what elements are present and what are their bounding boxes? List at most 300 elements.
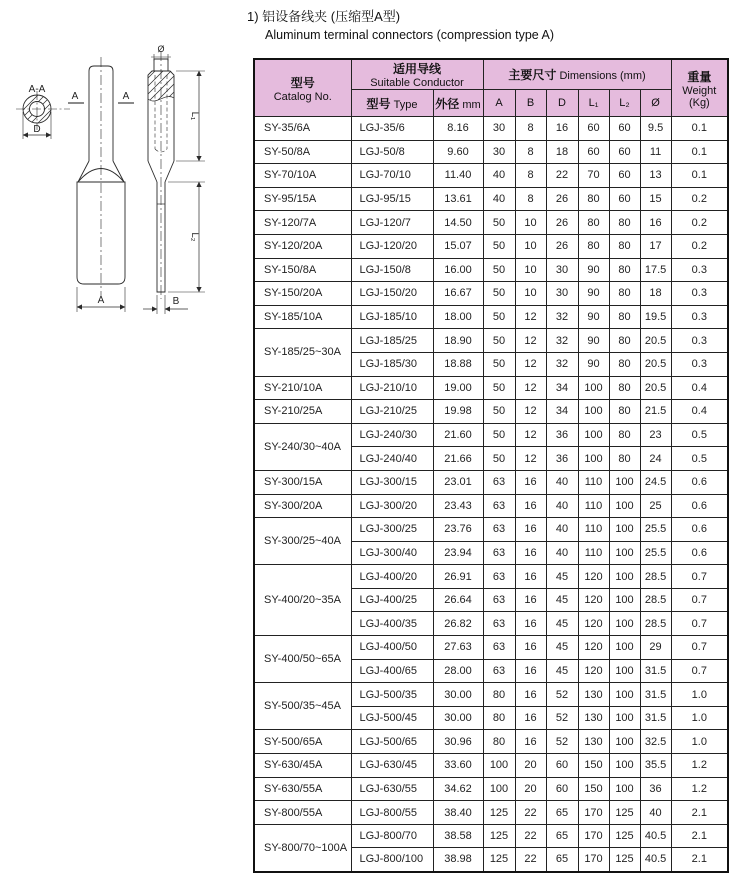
conductor-type-cell: LGJ-300/15 <box>351 470 433 494</box>
dim-d-cell: 32 <box>546 329 578 353</box>
outer-diameter-cell: 21.60 <box>433 423 483 447</box>
dim-l2-cell: 80 <box>609 352 640 376</box>
header-catalog <box>254 59 351 117</box>
table-row <box>254 258 728 282</box>
catalog-no-cell: SY-240/30~40A <box>254 423 351 470</box>
dim-b-cell: 22 <box>515 824 546 848</box>
dim-l1-cell: 150 <box>578 777 609 801</box>
outer-diameter-cell: 26.82 <box>433 612 483 636</box>
spec-table-header <box>254 59 728 117</box>
conductor-type-cell: LGJ-500/45 <box>351 706 433 730</box>
header-conductor-zh: 适用导线 <box>392 62 441 76</box>
dim-dia-cell: 40.5 <box>640 848 671 872</box>
dim-l1-cell: 120 <box>578 565 609 589</box>
dim-d-cell: 45 <box>546 588 578 612</box>
dim-b-cell: 12 <box>515 447 546 471</box>
dim-dia-cell: 20.5 <box>640 352 671 376</box>
weight-cell: 0.3 <box>671 282 728 306</box>
conductor-type-cell: LGJ-400/25 <box>351 588 433 612</box>
header-dim-l1: L₁ <box>578 90 609 117</box>
table-row <box>254 187 728 211</box>
conductor-type-cell: LGJ-630/45 <box>351 754 433 778</box>
dim-l1-cell: 90 <box>578 305 609 329</box>
outer-diameter-cell: 16.00 <box>433 258 483 282</box>
dim-d-cell: 40 <box>546 541 578 565</box>
catalog-no-cell: SY-35/6A <box>254 117 351 141</box>
dim-dia-cell: 40.5 <box>640 824 671 848</box>
dim-l1-cell: 170 <box>578 848 609 872</box>
dim-l2-cell: 100 <box>609 565 640 589</box>
conductor-type-cell: LGJ-800/100 <box>351 848 433 872</box>
header-od <box>433 90 483 117</box>
dim-l1-cell: 150 <box>578 754 609 778</box>
weight-cell: 0.7 <box>671 588 728 612</box>
dim-l1-cell: 80 <box>578 187 609 211</box>
dim-dia-cell: 16 <box>640 211 671 235</box>
dim-l2-cell: 100 <box>609 777 640 801</box>
table-row <box>254 282 728 306</box>
dim-l2-cell: 100 <box>609 518 640 542</box>
dim-dia-cell: 36 <box>640 777 671 801</box>
dim-a-cell: 63 <box>483 565 515 589</box>
header-conductor <box>351 59 483 90</box>
dim-a-cell: 63 <box>483 470 515 494</box>
table-row <box>254 376 728 400</box>
catalog-no-cell: SY-95/15A <box>254 187 351 211</box>
dim-dia-cell: 32.5 <box>640 730 671 754</box>
dim-dia-cell: 40 <box>640 801 671 825</box>
conductor-type-cell: LGJ-185/30 <box>351 352 433 376</box>
dim-b-cell: 16 <box>515 588 546 612</box>
table-row <box>254 117 728 141</box>
weight-cell: 0.4 <box>671 400 728 424</box>
dim-l2-cell: 80 <box>609 376 640 400</box>
outer-diameter-cell: 30.96 <box>433 730 483 754</box>
dim-a-cell: 63 <box>483 636 515 660</box>
outer-diameter-cell: 30.00 <box>433 706 483 730</box>
catalog-no-cell: SY-630/55A <box>254 777 351 801</box>
page-title-en: Aluminum terminal connectors (compression type A) <box>265 28 555 42</box>
dim-dia-cell: 17.5 <box>640 258 671 282</box>
weight-cell: 1.2 <box>671 754 728 778</box>
dim-l2-cell: 100 <box>609 612 640 636</box>
dim-b-cell: 16 <box>515 470 546 494</box>
catalog-no-cell: SY-800/55A <box>254 801 351 825</box>
table-row <box>254 777 728 801</box>
outer-diameter-cell: 18.90 <box>433 329 483 353</box>
conductor-type-cell: LGJ-185/10 <box>351 305 433 329</box>
dim-l1-cell: 100 <box>578 376 609 400</box>
dim-d-cell: 65 <box>546 801 578 825</box>
dim-d-cell: 52 <box>546 706 578 730</box>
dim-l2-cell: 100 <box>609 754 640 778</box>
dim-l1-cell: 90 <box>578 282 609 306</box>
outer-diameter-cell: 38.40 <box>433 801 483 825</box>
weight-cell: 0.1 <box>671 117 728 141</box>
dim-l2-cell: 100 <box>609 636 640 660</box>
header-dim-a: A <box>483 90 515 117</box>
conductor-type-cell: LGJ-210/25 <box>351 400 433 424</box>
dim-dia-cell: 20.5 <box>640 329 671 353</box>
header-dim-l2: L₂ <box>609 90 640 117</box>
table-row <box>254 494 728 518</box>
dim-b-cell: 16 <box>515 518 546 542</box>
weight-cell: 0.1 <box>671 140 728 164</box>
dim-l2-cell: 80 <box>609 447 640 471</box>
conductor-type-cell: LGJ-400/50 <box>351 636 433 660</box>
dim-b-cell: 22 <box>515 801 546 825</box>
conductor-type-cell: LGJ-185/25 <box>351 329 433 353</box>
cut-a-left-label: A <box>71 91 79 102</box>
dim-l1-cell: 60 <box>578 117 609 141</box>
dim-a-cell: 50 <box>483 376 515 400</box>
outer-diameter-cell: 33.60 <box>433 754 483 778</box>
dim-l1-cell: 120 <box>578 612 609 636</box>
weight-cell: 0.7 <box>671 612 728 636</box>
spec-table-container <box>253 58 729 873</box>
weight-cell: 0.7 <box>671 565 728 589</box>
dim-dia-cell: 13 <box>640 164 671 188</box>
dim-b-cell: 20 <box>515 754 546 778</box>
dim-l1-cell: 130 <box>578 730 609 754</box>
dim-d-cell: 36 <box>546 447 578 471</box>
dim-b-cell: 12 <box>515 329 546 353</box>
dim-dia-cell: 23 <box>640 423 671 447</box>
dim-a-cell: 63 <box>483 659 515 683</box>
dim-l2-cell: 60 <box>609 117 640 141</box>
conductor-type-cell: LGJ-210/10 <box>351 376 433 400</box>
dim-b-cell: 8 <box>515 117 546 141</box>
dim-d-cell: 40 <box>546 470 578 494</box>
dim-a-cell: 50 <box>483 400 515 424</box>
dim-l1-cell: 60 <box>578 140 609 164</box>
dim-l2-label: L₂ <box>189 232 200 242</box>
dim-l1-cell: 100 <box>578 423 609 447</box>
weight-cell: 0.3 <box>671 258 728 282</box>
side-view <box>143 51 205 314</box>
dim-l2-cell: 125 <box>609 801 640 825</box>
connector-technical-drawing <box>2 44 247 344</box>
dim-a-label: A <box>97 295 105 306</box>
dim-l2-cell: 80 <box>609 305 640 329</box>
dim-a-cell: 80 <box>483 730 515 754</box>
header-weight-zh: 重量 <box>687 69 712 84</box>
dim-l1-cell: 90 <box>578 352 609 376</box>
dim-a-cell: 63 <box>483 588 515 612</box>
dim-b-cell: 8 <box>515 164 546 188</box>
dim-l1-cell: 110 <box>578 470 609 494</box>
conductor-type-cell: LGJ-300/25 <box>351 518 433 542</box>
outer-diameter-cell: 23.43 <box>433 494 483 518</box>
dim-dia-cell: 25.5 <box>640 541 671 565</box>
dim-a-cell: 50 <box>483 329 515 353</box>
outer-diameter-cell: 38.58 <box>433 824 483 848</box>
dim-l1-cell: 80 <box>578 234 609 258</box>
table-row <box>254 211 728 235</box>
weight-cell: 2.1 <box>671 801 728 825</box>
dim-l1-cell: 120 <box>578 659 609 683</box>
dim-d-cell: 60 <box>546 754 578 778</box>
weight-cell: 0.6 <box>671 470 728 494</box>
header-weight-en: Weight <box>682 84 717 97</box>
outer-diameter-cell: 19.98 <box>433 400 483 424</box>
dim-b-cell: 16 <box>515 706 546 730</box>
dim-l2-cell: 125 <box>609 848 640 872</box>
outer-diameter-cell: 38.98 <box>433 848 483 872</box>
dim-a-cell: 63 <box>483 541 515 565</box>
catalog-no-cell: SY-185/25~30A <box>254 329 351 376</box>
dim-a-cell: 50 <box>483 211 515 235</box>
dim-b-cell: 10 <box>515 282 546 306</box>
table-row <box>254 636 728 660</box>
dim-b-cell: 8 <box>515 140 546 164</box>
conductor-type-cell: LGJ-50/8 <box>351 140 433 164</box>
dim-d-cell: 65 <box>546 848 578 872</box>
weight-cell: 0.1 <box>671 164 728 188</box>
dim-b-cell: 16 <box>515 636 546 660</box>
conductor-type-cell: LGJ-630/55 <box>351 777 433 801</box>
catalog-no-cell: SY-500/35~45A <box>254 683 351 730</box>
dim-l1-cell: 100 <box>578 400 609 424</box>
catalog-no-cell: SY-120/20A <box>254 234 351 258</box>
outer-diameter-cell: 34.62 <box>433 777 483 801</box>
weight-cell: 2.1 <box>671 848 728 872</box>
dim-l2-cell: 80 <box>609 423 640 447</box>
conductor-type-cell: LGJ-240/30 <box>351 423 433 447</box>
catalog-no-cell: SY-210/25A <box>254 400 351 424</box>
dim-a-cell: 100 <box>483 777 515 801</box>
dim-d-cell: 34 <box>546 400 578 424</box>
header-dimensions <box>483 59 671 90</box>
dim-a-cell: 125 <box>483 801 515 825</box>
dim-l2-cell: 100 <box>609 730 640 754</box>
header-type <box>351 90 433 117</box>
outer-diameter-cell: 23.94 <box>433 541 483 565</box>
table-row <box>254 565 728 589</box>
table-row <box>254 801 728 825</box>
conductor-type-cell: LGJ-120/20 <box>351 234 433 258</box>
table-row <box>254 470 728 494</box>
dim-d-cell: 18 <box>546 140 578 164</box>
catalog-no-cell: SY-150/8A <box>254 258 351 282</box>
dim-d-cell: 26 <box>546 187 578 211</box>
dim-l1-cell: 80 <box>578 211 609 235</box>
catalog-no-cell: SY-50/8A <box>254 140 351 164</box>
table-row <box>254 305 728 329</box>
dim-b-cell: 20 <box>515 777 546 801</box>
conductor-type-cell: LGJ-500/35 <box>351 683 433 707</box>
dim-a-cell: 50 <box>483 282 515 306</box>
header-type-en: Type <box>393 98 418 111</box>
dim-l2-cell: 80 <box>609 211 640 235</box>
dim-b-cell: 16 <box>515 659 546 683</box>
weight-cell: 0.3 <box>671 305 728 329</box>
catalog-no-cell: SY-400/20~35A <box>254 565 351 636</box>
header-catalog-zh: 型号 <box>290 75 315 90</box>
conductor-type-cell: LGJ-300/40 <box>351 541 433 565</box>
dim-d-cell: 45 <box>546 659 578 683</box>
dim-b-cell: 22 <box>515 848 546 872</box>
dim-d-cell: 65 <box>546 824 578 848</box>
catalog-no-cell: SY-210/10A <box>254 376 351 400</box>
table-row <box>254 754 728 778</box>
conductor-type-cell: LGJ-800/70 <box>351 824 433 848</box>
outer-diameter-cell: 26.91 <box>433 565 483 589</box>
catalog-no-cell: SY-800/70~100A <box>254 824 351 871</box>
header-type-zh: 型号 <box>366 96 391 111</box>
dim-dia-cell: 20.5 <box>640 376 671 400</box>
table-row <box>254 140 728 164</box>
dim-dia-cell: 28.5 <box>640 565 671 589</box>
header-dim-dia: Ø <box>640 90 671 117</box>
conductor-type-cell: LGJ-95/15 <box>351 187 433 211</box>
weight-cell: 0.2 <box>671 234 728 258</box>
dim-b-cell: 10 <box>515 234 546 258</box>
dim-b-label: B <box>172 296 180 307</box>
dim-d-cell: 45 <box>546 565 578 589</box>
dim-l2-cell: 60 <box>609 187 640 211</box>
dim-b-cell: 16 <box>515 494 546 518</box>
weight-cell: 0.3 <box>671 352 728 376</box>
dim-l1-cell: 120 <box>578 588 609 612</box>
outer-diameter-cell: 8.16 <box>433 117 483 141</box>
weight-cell: 1.0 <box>671 706 728 730</box>
dim-a-cell: 40 <box>483 187 515 211</box>
dim-l2-cell: 100 <box>609 494 640 518</box>
dim-dia-cell: 9.5 <box>640 117 671 141</box>
conductor-type-cell: LGJ-70/10 <box>351 164 433 188</box>
catalog-no-cell: SY-300/20A <box>254 494 351 518</box>
outer-diameter-cell: 18.00 <box>433 305 483 329</box>
weight-cell: 0.3 <box>671 329 728 353</box>
catalog-no-cell: SY-300/25~40A <box>254 518 351 565</box>
header-od-en: mm <box>462 98 481 111</box>
dim-dia-cell: 21.5 <box>640 400 671 424</box>
dim-d-cell: 52 <box>546 730 578 754</box>
dim-d-cell: 34 <box>546 376 578 400</box>
dim-dia-cell: 31.5 <box>640 706 671 730</box>
dim-d-cell: 45 <box>546 636 578 660</box>
header-catalog-en: Catalog No. <box>273 90 332 103</box>
dim-d-cell: 26 <box>546 234 578 258</box>
outer-diameter-cell: 15.07 <box>433 234 483 258</box>
table-row <box>254 400 728 424</box>
conductor-type-cell: LGJ-300/20 <box>351 494 433 518</box>
dim-l2-cell: 80 <box>609 258 640 282</box>
dim-dia-cell: 17 <box>640 234 671 258</box>
header-od-zh: 外径 <box>435 96 460 111</box>
dim-dia-cell: 19.5 <box>640 305 671 329</box>
header-dim-b: B <box>515 90 546 117</box>
dim-b-cell: 10 <box>515 211 546 235</box>
dim-dia-cell: 24 <box>640 447 671 471</box>
dim-a-cell: 80 <box>483 706 515 730</box>
connector-drawing-svg <box>2 44 247 344</box>
dim-a-cell: 50 <box>483 352 515 376</box>
weight-cell: 0.5 <box>671 447 728 471</box>
dim-l2-cell: 100 <box>609 659 640 683</box>
dim-d-cell: 22 <box>546 164 578 188</box>
dim-a-cell: 50 <box>483 447 515 471</box>
outer-diameter-cell: 23.01 <box>433 470 483 494</box>
dim-l1-cell: 130 <box>578 683 609 707</box>
dim-b-cell: 12 <box>515 423 546 447</box>
dim-d-cell: 36 <box>546 423 578 447</box>
dim-dia-cell: 18 <box>640 282 671 306</box>
dim-d-label: D <box>33 124 41 135</box>
dim-dia-cell: 28.5 <box>640 612 671 636</box>
dim-dia-cell: 29 <box>640 636 671 660</box>
dim-l1-cell: 90 <box>578 329 609 353</box>
dim-b-cell: 16 <box>515 541 546 565</box>
dim-l1-cell: 110 <box>578 541 609 565</box>
weight-cell: 0.2 <box>671 187 728 211</box>
dim-d-cell: 30 <box>546 282 578 306</box>
outer-diameter-cell: 13.61 <box>433 187 483 211</box>
header-dim-d: D <box>546 90 578 117</box>
outer-diameter-cell: 14.50 <box>433 211 483 235</box>
dim-l2-cell: 100 <box>609 706 640 730</box>
dim-a-cell: 50 <box>483 258 515 282</box>
dim-l1-cell: 110 <box>578 494 609 518</box>
dim-d-cell: 30 <box>546 258 578 282</box>
dim-dia-cell: 15 <box>640 187 671 211</box>
conductor-type-cell: LGJ-150/20 <box>351 282 433 306</box>
dim-d-cell: 40 <box>546 518 578 542</box>
dim-l1-cell: 170 <box>578 801 609 825</box>
dim-l1-label: L₁ <box>189 111 200 121</box>
header-conductor-en: Suitable Conductor <box>370 77 464 89</box>
table-row <box>254 683 728 707</box>
dim-l2-cell: 80 <box>609 400 640 424</box>
dim-d-cell: 45 <box>546 612 578 636</box>
weight-cell: 0.6 <box>671 494 728 518</box>
dim-b-cell: 16 <box>515 683 546 707</box>
outer-diameter-cell: 18.88 <box>433 352 483 376</box>
outer-diameter-cell: 30.00 <box>433 683 483 707</box>
dim-a-cell: 125 <box>483 848 515 872</box>
table-row <box>254 730 728 754</box>
catalog-no-cell: SY-300/15A <box>254 470 351 494</box>
dim-a-cell: 100 <box>483 754 515 778</box>
catalog-no-cell: SY-500/65A <box>254 730 351 754</box>
dim-l2-cell: 125 <box>609 824 640 848</box>
spec-table <box>253 58 729 873</box>
conductor-type-cell: LGJ-500/65 <box>351 730 433 754</box>
dim-l2-cell: 100 <box>609 541 640 565</box>
dim-l1-cell: 110 <box>578 518 609 542</box>
conductor-type-cell: LGJ-120/7 <box>351 211 433 235</box>
catalog-no-cell: SY-400/50~65A <box>254 636 351 683</box>
dim-b-cell: 10 <box>515 258 546 282</box>
outer-diameter-cell: 23.76 <box>433 518 483 542</box>
table-row <box>254 824 728 848</box>
dim-d-cell: 40 <box>546 494 578 518</box>
dim-l1-cell: 170 <box>578 824 609 848</box>
conductor-type-cell: LGJ-800/55 <box>351 801 433 825</box>
table-row <box>254 164 728 188</box>
header-weight <box>671 59 728 117</box>
dim-b-cell: 16 <box>515 612 546 636</box>
dim-l2-cell: 80 <box>609 329 640 353</box>
header-dims-en: Dimensions (mm) <box>559 70 646 82</box>
dim-l1-cell: 70 <box>578 164 609 188</box>
conductor-type-cell: LGJ-400/20 <box>351 565 433 589</box>
table-row <box>254 518 728 542</box>
dim-d-cell: 32 <box>546 305 578 329</box>
dim-dia-cell: 25 <box>640 494 671 518</box>
dim-d-cell: 26 <box>546 211 578 235</box>
